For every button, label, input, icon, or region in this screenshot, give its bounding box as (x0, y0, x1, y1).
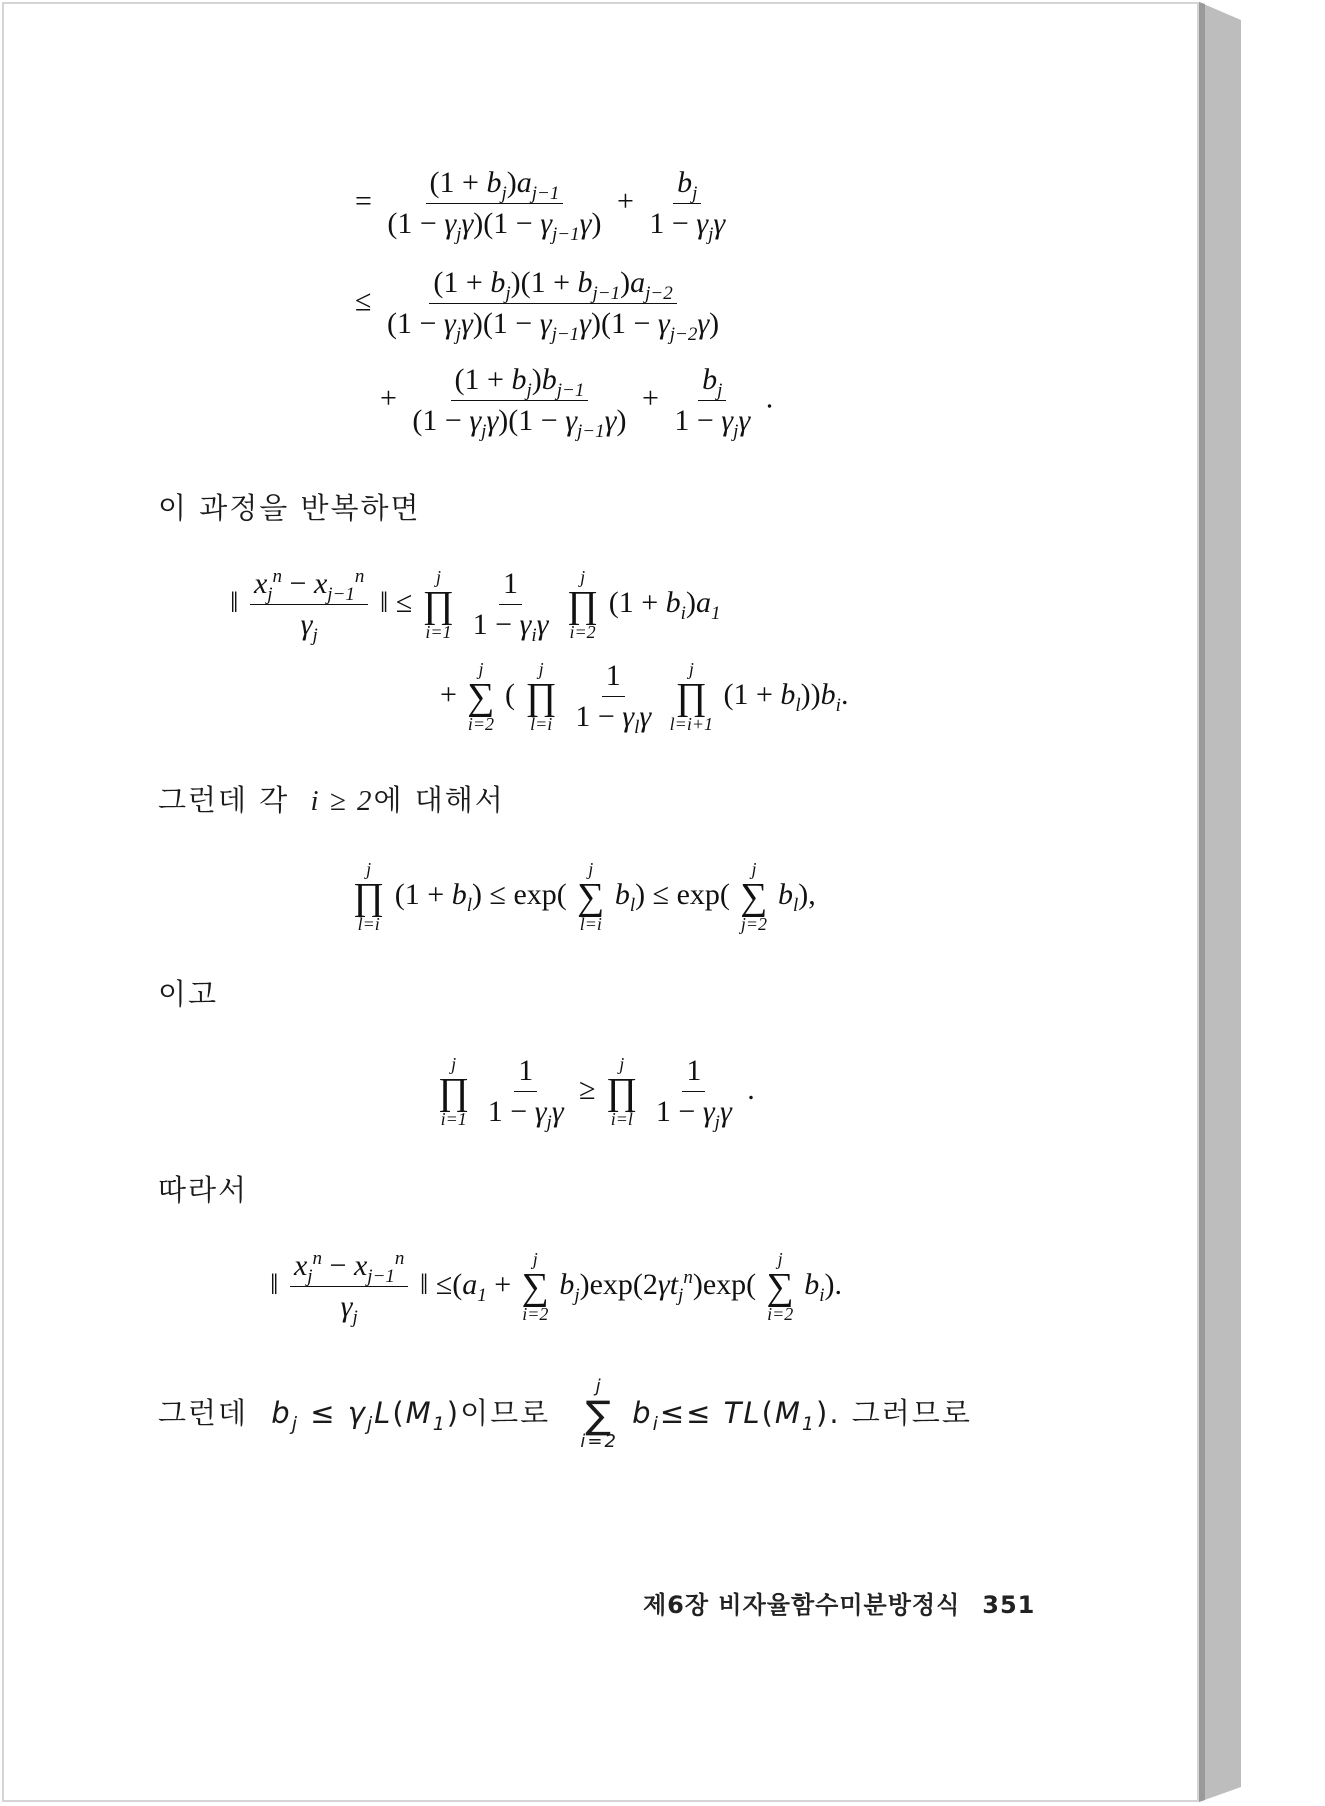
equation-line-6: j ∏ l=i $(1 + b_l) \le \exp$( j ∑ l=i $b_l) \le \exp$( j ∑ j=2 $b_l$), (353, 859, 816, 934)
paragraph-final (158, 1378, 972, 1452)
equation-line-4: ‖ $\frac{x_j^n - x_{j-1}^n}{\gamma_j}$ ‖ ≤ j ∏ i=1 $\frac{1}{1 - \gamma_i\gamma}$ j ∏ i=2 $(1 + b_i)a_1$ (230, 566, 721, 647)
page-number: 351 (982, 1591, 1036, 1619)
equation-line-3: + $\frac{(1 + b_j)b_{j-1}}{(1 - \gamma_j\gamma)(1 - \gamma_{j-1}\gamma)}$ + $\frac{b_j}{1 - \gamma_j\gamma}$ . (380, 363, 774, 442)
inline-math: i ≥ 2 (310, 785, 374, 817)
paragraph-text: 그런데 (158, 1395, 249, 1430)
chapter-title: 제6장 비자율함수미분방정식 (643, 1591, 961, 1619)
equation-line-5: + j ∑ i=2 ( j ∏ l=i $\frac{1}{1 - \gamma_l\gamma}$ j ∏ l=i+1 $(1 + b_l))b_i$. (440, 659, 849, 739)
page-edge-shadow (1199, 2, 1241, 1802)
paragraph-text: 이므로 (460, 1395, 551, 1430)
equation-line-8: ‖ $\frac{x_j^n - x_{j-1}^n}{\gamma_j}$ ‖ $\le(a_1$ + j ∑ i=2 $b_j)\exp(2\gamma t_j^n)\exp$( j ∑ i=2 $b_i$). (270, 1248, 842, 1329)
inline-math: $b_j \le \gamma_jL(M_1)$ (271, 1395, 461, 1435)
paragraph-text: 그런데 각 (158, 783, 290, 817)
equation-line-2: ≤ $\frac{(1 + b_j)(1 + b_{j-1})a_{j-2}}{(1 - \gamma_j\gamma)(1 - \gamma_{j-1}\gamma)(1 - \gamma_{j-2}\gamma)}$ (355, 266, 720, 345)
paragraph-repeat: 이 과정을 반복하면 (158, 491, 421, 525)
paragraph-therefore: 따라서 (158, 1173, 249, 1207)
inline-math: j ∑ i=2 $b_i\le\le TL(M_1)$. (580, 1376, 841, 1452)
paragraph-and: 이고 (158, 977, 219, 1011)
equation-line-1: = $\frac{(1 + b_j)a_{j-1}}{(1 - \gamma_j\gamma)(1 - \gamma_{j-1}\gamma)}$ + $\frac{b_j}{1 - \gamma_j\gamma}$ (355, 166, 726, 245)
paragraph-text: 그러므로 (851, 1395, 972, 1430)
page-footer (643, 1585, 1035, 1620)
paragraph-for-each (158, 778, 505, 819)
equation-line-7: j ∏ i=1 $\frac{1}{1 - \gamma_j\gamma}$ ≥ j ∏ i=l $\frac{1}{1 - \gamma_j\gamma}$ . (438, 1054, 755, 1134)
paragraph-text: 에 대해서 (373, 783, 505, 817)
